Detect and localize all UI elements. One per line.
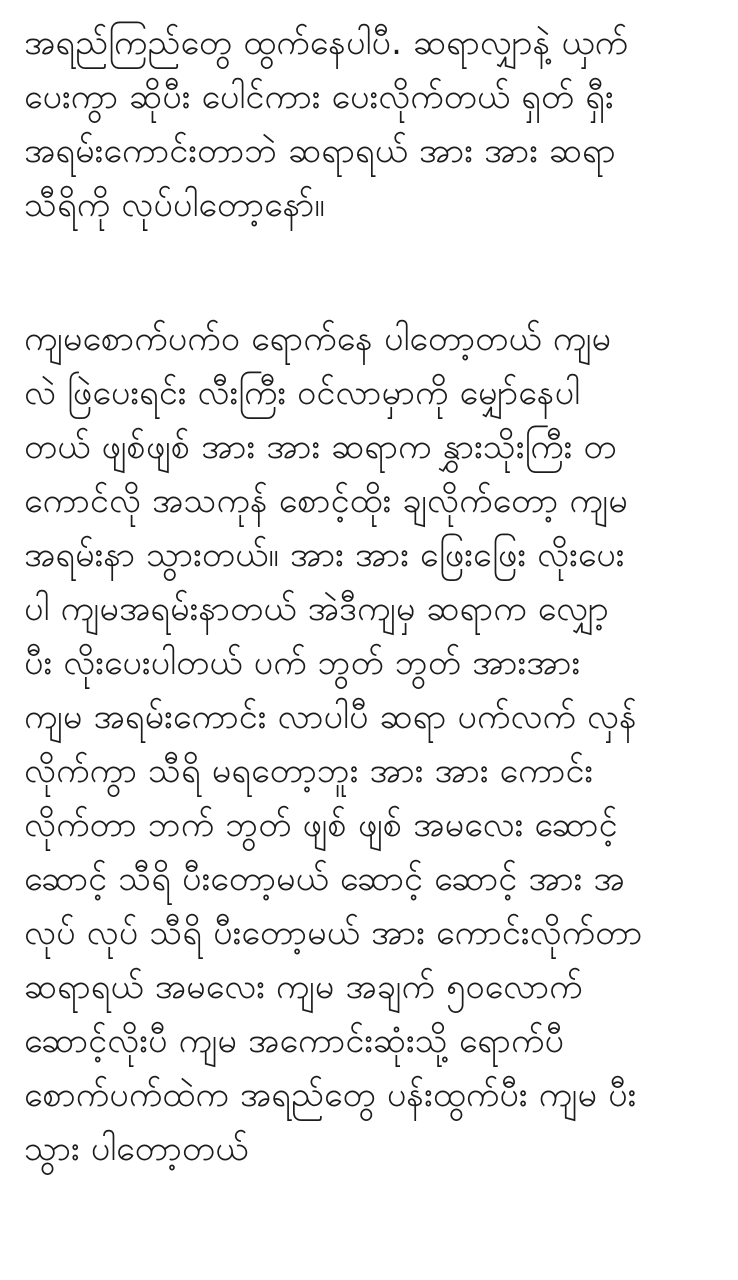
paragraph-line: ဆောင့် သီရိ ပီးတော့မယ် ဆောင့် ဆောင့် အား အ xyxy=(24,859,625,899)
paragraph-spacer xyxy=(24,232,724,312)
document-body xyxy=(24,16,724,1176)
paragraph-line: ဆောင့်လိုးပီ ကျမ အကောင်းဆုံးသို့ ရောက်ပီ xyxy=(24,1021,565,1061)
paragraph-line: အရမ်းကောင်းတာဘဲ ဆရာရယ် အား အား ဆရာ xyxy=(24,131,616,171)
paragraph-line: ကျမ အရမ်းကောင်း လာပါပီ ဆရာ ပက်လက် လှန် xyxy=(24,697,637,737)
paragraph-line: စောက်ပက်ထဲက အရည်တွေ ပန်းထွက်ပီး ကျမ ပီး xyxy=(24,1075,637,1115)
paragraph-line: သီရိကို လုပ်ပါတော့နော်။ xyxy=(24,185,325,225)
paragraph-2 xyxy=(24,312,724,1176)
paragraph-line: လိုက်ကွာ သီရိ မရတော့ဘူး အား အား ကောင်း xyxy=(24,751,594,791)
paragraph-1 xyxy=(24,16,724,232)
paragraph-line: လိုက်တာ ဘက် ဘွတ် ဖျစ် ဖျစ် အမလေး ဆောင့် xyxy=(24,805,618,845)
paragraph-line: လဲ ဖြဲပေးရင်း လီးကြီး ဝင်လာမှာကို မျှော်နေပါ xyxy=(24,373,581,413)
paragraph-line: တယ် ဖျစ်ဖျစ် အား အား ဆရာက နွှားသိုးကြီး တ xyxy=(24,427,617,467)
paragraph-line: လုပ် လုပ် သီရိ ပီးတော့မယ် အား ကောင်းလိုက်တာ xyxy=(24,913,643,953)
paragraph-line: ဆရာရယ် အမလေး ကျမ အချက် ၅၀လောက် xyxy=(24,967,583,1007)
paragraph-line: ပီး လိုးပေးပါတယ် ပက် ဘွတ် ဘွတ် အားအား xyxy=(24,643,581,683)
clipped-previous-line xyxy=(0,0,738,12)
paragraph-line: ကျမစောက်ပက်ဝ ရောက်နေ ပါတော့တယ် ကျမ xyxy=(24,319,612,359)
paragraph-line: ပေးကွာ ဆိုပီး ပေါင်ကား ပေးလိုက်တယ် ရှတ် ရှီး xyxy=(24,77,614,117)
paragraph-line: သွား ပါတော့တယ် xyxy=(24,1129,249,1169)
paragraph-line: အရမ်းနာ သွားတယ်။ အား အား ဖြေးဖြေး လိုးပေး xyxy=(24,535,625,575)
paragraph-line: ကောင်လို အသကုန် စောင့်ထိုး ချလိုက်တော့ ကျမ xyxy=(24,481,628,521)
paragraph-line: အရည်ကြည်တွေ ထွက်နေပါပီ. ဆရာလျှာနဲ့ ယှက် xyxy=(24,23,629,63)
paragraph-line: ပါ ကျမအရမ်းနာတယ် အဲဒီကျမှ ဆရာက လျှော့ xyxy=(24,589,609,629)
